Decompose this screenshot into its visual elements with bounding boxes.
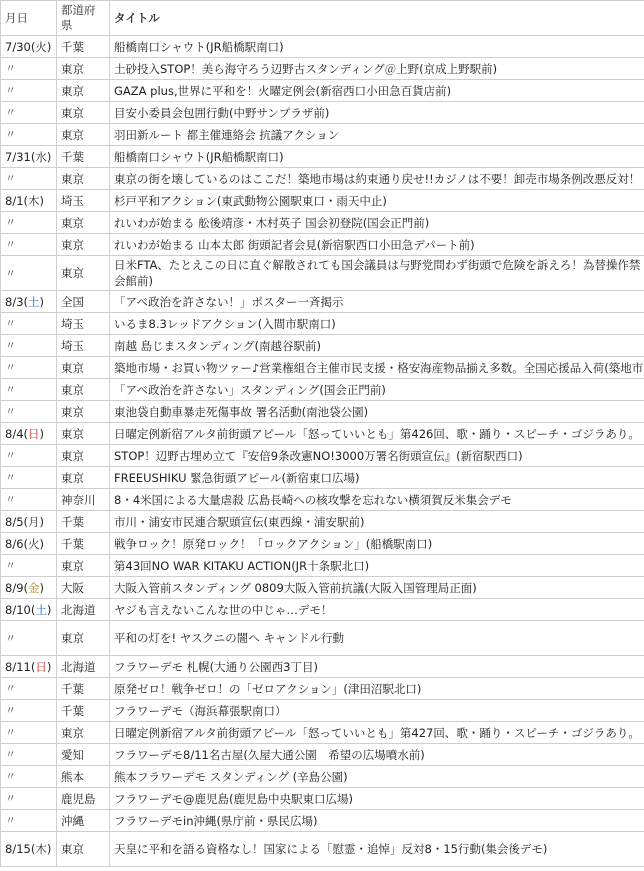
date-cell — [1, 555, 57, 577]
header-pref: 都道府県 — [57, 1, 110, 36]
title-cell: 東京の街を壊しているのはここだ！築地市場は約束通り戻せ!!カジノは不要！卸売市場条例改悪反対！ — [110, 168, 644, 190]
title-cell: STOP！辺野古埋め立て『安倍9条改憲NO!3000万署名街頭宣伝』(新宿駅西口) — [110, 445, 644, 467]
prefecture-cell: 東京 — [57, 80, 110, 102]
date-cell — [1, 489, 57, 511]
date-cell — [1, 810, 57, 832]
prefecture-cell: 大阪 — [57, 577, 110, 599]
table-row — [1, 313, 644, 335]
ditto-mark: 〃 — [5, 383, 16, 396]
date-text: 8/15 — [5, 842, 31, 856]
ditto-mark: 〃 — [5, 266, 16, 280]
weekday-text: 木 — [28, 193, 40, 208]
date-cell — [1, 256, 57, 291]
prefecture-cell: 東京 — [57, 555, 110, 577]
table-row — [1, 357, 644, 379]
title-cell: 南越 島じまスタンディング(南越谷駅前) — [110, 335, 644, 357]
date-cell — [1, 744, 57, 766]
date-cell: 7/30(火) — [1, 36, 57, 58]
date-cell — [1, 234, 57, 256]
table-row — [1, 656, 644, 678]
ditto-mark: 〃 — [5, 405, 16, 418]
date-cell — [1, 357, 57, 379]
date-cell: 8/9(金) — [1, 577, 57, 599]
date-text: 8/1 — [5, 193, 24, 208]
prefecture-cell: 東京 — [57, 168, 110, 190]
table-row — [1, 722, 644, 744]
table-row — [1, 788, 644, 810]
title-cell: 天皇に平和を語る資格なし！国家による「慰霊・追悼」反対8・15行動(集会後デモ) — [110, 832, 644, 867]
date-text: 8/5 — [5, 514, 24, 529]
ditto-mark: 〃 — [5, 361, 16, 374]
ditto-mark: 〃 — [5, 172, 16, 185]
ditto-mark: 〃 — [5, 559, 16, 572]
date-text: 8/11 — [5, 659, 31, 674]
prefecture-cell: 全国 — [57, 291, 110, 313]
table-row — [1, 234, 644, 256]
ditto-mark: 〃 — [5, 317, 16, 330]
ditto-mark: 〃 — [5, 770, 16, 783]
header-row — [1, 1, 644, 36]
weekday-text: 日 — [28, 426, 40, 441]
date-cell — [1, 102, 57, 124]
table-row — [1, 212, 644, 234]
title-cell: GAZA plus,世界に平和を！火曜定例会(新宿西口小田急百貨店前) — [110, 80, 644, 102]
prefecture-cell: 千葉 — [57, 678, 110, 700]
table-row — [1, 102, 644, 124]
date-cell: 8/11(日) — [1, 656, 57, 678]
prefecture-cell: 東京 — [57, 467, 110, 489]
table-row — [1, 190, 644, 212]
date-cell — [1, 335, 57, 357]
table-row — [1, 401, 644, 423]
title-cell: 船橋南口シャウト(JR船橋駅南口) — [110, 36, 644, 58]
prefecture-cell: 東京 — [57, 445, 110, 467]
date-text: 8/3 — [5, 294, 24, 309]
date-cell — [1, 124, 57, 146]
date-text: 7/31 — [5, 149, 31, 164]
title-cell: 市川・浦安市民連合駅頭宣伝(東西線・浦安駅前) — [110, 511, 644, 533]
table-row — [1, 58, 644, 80]
title-cell: いるま8.3レッドアクション(入間市駅南口) — [110, 313, 644, 335]
ditto-mark: 〃 — [5, 449, 16, 462]
date-cell — [1, 401, 57, 423]
date-cell — [1, 788, 57, 810]
table-row — [1, 511, 644, 533]
prefecture-cell: 東京 — [57, 832, 110, 867]
weekday-text: 金 — [28, 580, 40, 595]
date-cell — [1, 58, 57, 80]
ditto-mark: 〃 — [5, 631, 16, 645]
ditto-mark: 〃 — [5, 748, 16, 761]
table-row — [1, 810, 644, 832]
title-cell: 熊本フラワーデモ スタンディング (辛島公園) — [110, 766, 644, 788]
table-row — [1, 379, 644, 401]
prefecture-cell: 東京 — [57, 401, 110, 423]
title-cell: フラワーデモ@鹿児島(鹿児島中央駅東口広場) — [110, 788, 644, 810]
weekday-text: 日 — [35, 659, 47, 674]
date-text: 8/9 — [5, 580, 24, 595]
table-row — [1, 577, 644, 599]
ditto-mark: 〃 — [5, 792, 16, 805]
title-cell: FREEUSHIKU 緊急街頭アピール(新宿東口広場) — [110, 467, 644, 489]
date-cell — [1, 80, 57, 102]
table-row — [1, 124, 644, 146]
prefecture-cell: 千葉 — [57, 511, 110, 533]
weekday-text: 火 — [28, 536, 40, 551]
weekday-text: 土 — [35, 602, 47, 617]
date-cell: 8/4(日) — [1, 423, 57, 445]
prefecture-cell: 千葉 — [57, 533, 110, 555]
title-cell: 大阪入管前スタンディング 0809大阪入管前抗議(大阪入国管理局正面) — [110, 577, 644, 599]
prefecture-cell: 北海道 — [57, 599, 110, 621]
prefecture-cell: 東京 — [57, 124, 110, 146]
title-line-1: 日米FTA、たとえこの日に直ぐ解散されても国会議員は与野党問わず街頭で危険を訴えろ！為替操作禁 — [114, 258, 641, 272]
date-cell: 8/15(木) — [1, 832, 57, 867]
title-cell: フラワーデモ 札幌(大通り公園西3丁目) — [110, 656, 644, 678]
date-cell: 8/6(火) — [1, 533, 57, 555]
prefecture-cell: 東京 — [57, 58, 110, 80]
weekday-text: 水 — [35, 149, 47, 164]
ditto-mark: 〃 — [5, 216, 16, 229]
date-text: 8/6 — [5, 536, 24, 551]
date-text: 8/4 — [5, 426, 24, 441]
prefecture-cell: 埼玉 — [57, 335, 110, 357]
date-cell — [1, 445, 57, 467]
date-cell: 7/31(水) — [1, 146, 57, 168]
prefecture-cell: 東京 — [57, 102, 110, 124]
date-cell — [1, 168, 57, 190]
prefecture-cell: 千葉 — [57, 36, 110, 58]
table-row — [1, 256, 644, 291]
ditto-mark: 〃 — [5, 339, 16, 352]
table-row — [1, 146, 644, 168]
prefecture-cell: 北海道 — [57, 656, 110, 678]
date-cell — [1, 313, 57, 335]
table-row — [1, 832, 644, 867]
date-cell: 8/3(土) — [1, 291, 57, 313]
title-cell: 船橋南口シャウト(JR船橋駅南口) — [110, 146, 644, 168]
weekday-text: 木 — [35, 842, 47, 856]
table-row — [1, 599, 644, 621]
date-text: 7/30 — [5, 39, 31, 54]
prefecture-cell: 鹿児島 — [57, 788, 110, 810]
table-row — [1, 489, 644, 511]
table-row — [1, 533, 644, 555]
date-cell — [1, 700, 57, 722]
table-row — [1, 291, 644, 313]
prefecture-cell: 東京 — [57, 256, 110, 291]
date-cell — [1, 467, 57, 489]
title-cell: フラワーデモin沖縄(県庁前・県民広場) — [110, 810, 644, 832]
title-cell: 羽田新ルート 都主催連絡会 抗議アクション — [110, 124, 644, 146]
prefecture-cell: 東京 — [57, 423, 110, 445]
title-cell: 日曜定例新宿アルタ前街頭アピール「怒っていいとも」第427回、歌・踊り・スピーチ・ゴジラあり。 — [110, 722, 644, 744]
title-line-2: 会館前) — [114, 274, 153, 288]
title-cell: 目安小委員会包囲行動(中野サンプラザ前) — [110, 102, 644, 124]
title-cell: ヤジも言えないこんな世の中じゃ…デモ！ — [110, 599, 644, 621]
title-cell: 土砂投入STOP！美ら海守ろう辺野古スタンディング＠上野(京成上野駅前) — [110, 58, 644, 80]
weekday-text: 月 — [28, 514, 40, 529]
date-cell — [1, 766, 57, 788]
title-cell: 杉戸平和アクション(東武動物公園駅東口・雨天中止) — [110, 190, 644, 212]
title-cell: 第43回NO WAR KITAKU ACTION(JR十条駅北口) — [110, 555, 644, 577]
ditto-mark: 〃 — [5, 471, 16, 484]
date-cell — [1, 212, 57, 234]
weekday-text: 土 — [28, 294, 40, 309]
table-row — [1, 423, 644, 445]
table-row — [1, 335, 644, 357]
date-cell — [1, 678, 57, 700]
title-cell: 平和の灯を! ヤスクニの闇へ キャンドル行動 — [110, 621, 644, 656]
prefecture-cell: 千葉 — [57, 700, 110, 722]
ditto-mark: 〃 — [5, 62, 16, 75]
date-cell: 8/1(木) — [1, 190, 57, 212]
ditto-mark: 〃 — [5, 106, 16, 119]
table-row — [1, 80, 644, 102]
date-cell: 8/10(土) — [1, 599, 57, 621]
title-cell: 東池袋自動車暴走死傷事故 署名活動(南池袋公園) — [110, 401, 644, 423]
ditto-mark: 〃 — [5, 682, 16, 695]
prefecture-cell: 東京 — [57, 379, 110, 401]
title-cell: 戦争ロック！原発ロック！「ロックアクション」(船橋駅南口) — [110, 533, 644, 555]
table-row — [1, 467, 644, 489]
date-cell — [1, 722, 57, 744]
table-row — [1, 766, 644, 788]
weekday-text: 火 — [35, 39, 47, 54]
prefecture-cell: 沖縄 — [57, 810, 110, 832]
title-cell: 原発ゼロ！戦争ゼロ！の「ゼロアクション」(津田沼駅北口) — [110, 678, 644, 700]
table-row — [1, 678, 644, 700]
title-cell: フラワーデモ8/11名古屋(久屋大通公園 希望の広場噴水前) — [110, 744, 644, 766]
title-cell: 築地市場・お買い物ツァー♪営業権組合主催市民支援・格安海産物品揃え多数。全国応援品入荷(築地市 — [110, 357, 644, 379]
prefecture-cell: 千葉 — [57, 146, 110, 168]
header-title: タイトル — [110, 1, 644, 36]
ditto-mark: 〃 — [5, 814, 16, 827]
prefecture-cell: 東京 — [57, 621, 110, 656]
title-cell: 日曜定例新宿アルタ前街頭アピール「怒っていいとも」第426回、歌・踊り・スピーチ・ゴジラあり。 — [110, 423, 644, 445]
table-row — [1, 621, 644, 656]
table-row — [1, 445, 644, 467]
date-cell: 8/5(月) — [1, 511, 57, 533]
prefecture-cell: 東京 — [57, 722, 110, 744]
ditto-mark: 〃 — [5, 704, 16, 717]
table-row — [1, 36, 644, 58]
ditto-mark: 〃 — [5, 128, 16, 141]
header-date: 月日 — [1, 1, 57, 36]
ditto-mark: 〃 — [5, 84, 16, 97]
ditto-mark: 〃 — [5, 726, 16, 739]
prefecture-cell: 埼玉 — [57, 190, 110, 212]
prefecture-cell: 神奈川 — [57, 489, 110, 511]
prefecture-cell: 東京 — [57, 212, 110, 234]
table-row — [1, 700, 644, 722]
title-cell: 8・4米国による大量虐殺 広島長崎への核攻撃を忘れない横須賀反米集会デモ — [110, 489, 644, 511]
prefecture-cell: 熊本 — [57, 766, 110, 788]
date-text: 8/10 — [5, 602, 31, 617]
ditto-mark: 〃 — [5, 238, 16, 251]
prefecture-cell: 埼玉 — [57, 313, 110, 335]
title-cell: 「アベ政治を許さない」スタンディング(国会正門前) — [110, 379, 644, 401]
table-row — [1, 555, 644, 577]
title-cell: れいわが始まる 山本太郎 街頭記者会見(新宿駅西口小田急デパート前) — [110, 234, 644, 256]
prefecture-cell: 愛知 — [57, 744, 110, 766]
date-cell — [1, 379, 57, 401]
prefecture-cell: 東京 — [57, 234, 110, 256]
title-cell: 「アベ政治を許さない！」ポスター一斉掲示 — [110, 291, 644, 313]
title-cell — [110, 256, 644, 291]
ditto-mark: 〃 — [5, 493, 16, 506]
prefecture-cell: 東京 — [57, 357, 110, 379]
table-row — [1, 744, 644, 766]
table-row — [1, 168, 644, 190]
title-cell: れいわが始まる 舩後靖彦・木村英子 国会初登院(国会正門前) — [110, 212, 644, 234]
date-cell — [1, 621, 57, 656]
title-cell: フラワーデモ（海浜幕張駅南口） — [110, 700, 644, 722]
